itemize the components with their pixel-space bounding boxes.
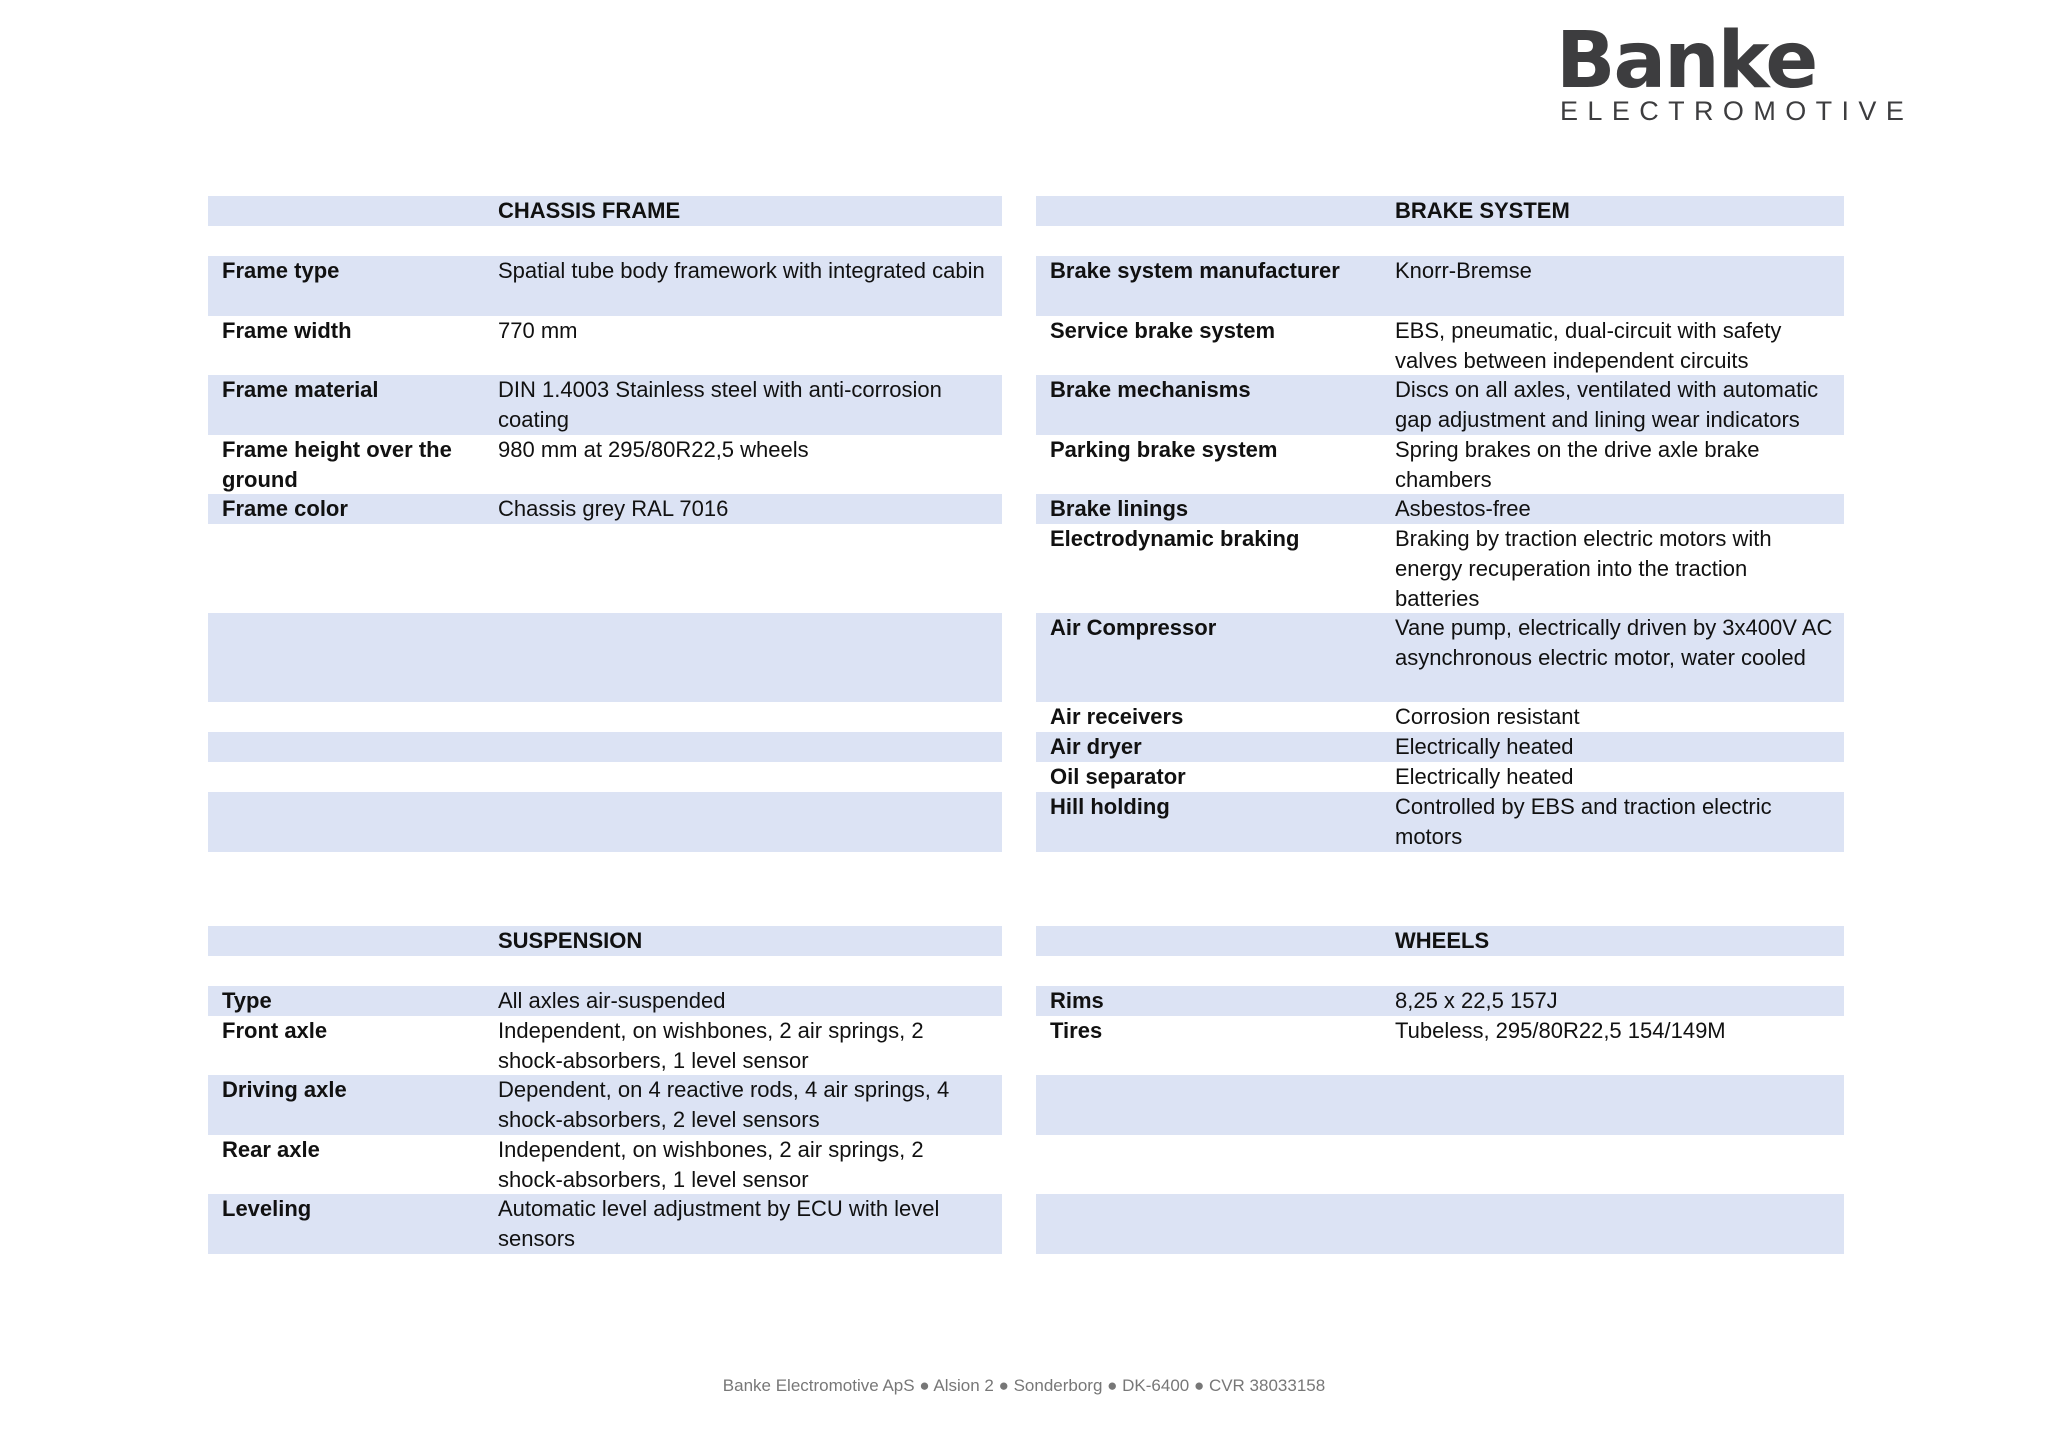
empty-row [208, 732, 1002, 762]
row-value: Tubeless, 295/80R22,5 154/149M [1395, 1018, 1726, 1043]
table-row [208, 1135, 1002, 1194]
row-value: Independent, on wishbones, 2 air springs, 2 shock-absorbers, 1 level sensor [498, 1137, 924, 1192]
row-value: EBS, pneumatic, dual-circuit with safety valves between independent circuits [1395, 318, 1782, 373]
wheels-header-row [1036, 926, 1844, 956]
empty-row [208, 613, 1002, 702]
row-label: Tires [1050, 1018, 1103, 1043]
table-row [1036, 613, 1844, 702]
table-row [208, 316, 1002, 375]
row-value: Dependent, on 4 reactive rods, 4 air springs, 4 shock-absorbers, 2 level sensors [498, 1077, 950, 1132]
empty-row [1036, 1075, 1844, 1135]
table-row [1036, 375, 1844, 435]
row-label: Parking brake system [1050, 437, 1278, 462]
row-label: Electrodynamic braking [1050, 526, 1300, 551]
row-label: Brake mechanisms [1050, 377, 1251, 402]
row-value: Controlled by EBS and traction electric motors [1395, 794, 1772, 849]
row-label: Service brake system [1050, 318, 1276, 343]
row-label: Frame height over the ground [222, 437, 452, 492]
table-row [1036, 435, 1844, 494]
table-row [208, 1194, 1002, 1254]
suspension-title: SUSPENSION [498, 928, 643, 953]
row-label: Brake linings [1050, 496, 1189, 521]
row-label: Oil separator [1050, 764, 1186, 789]
table-row [208, 1075, 1002, 1135]
empty-row [1036, 1194, 1844, 1254]
page-footer: Banke Electromotive ApS ● Alsion 2 ● Sonderborg ● DK-6400 ● CVR 38033158 [722, 1376, 1326, 1395]
row-value: All axles air-suspended [498, 988, 726, 1013]
row-label: Air dryer [1050, 734, 1142, 759]
table-row [208, 494, 1002, 524]
row-label: Frame type [222, 258, 340, 283]
table-row [1036, 316, 1844, 375]
chassis-title: CHASSIS FRAME [498, 198, 681, 223]
row-label: Frame width [222, 318, 352, 343]
suspension-header-row [208, 926, 1002, 956]
row-label: Type [222, 988, 272, 1013]
row-label: Front axle [222, 1018, 328, 1043]
table-row [1036, 524, 1844, 613]
row-value: Independent, on wishbones, 2 air springs, 2 shock-absorbers, 1 level sensor [498, 1018, 924, 1073]
table-row [1036, 732, 1844, 762]
row-value: Corrosion resistant [1395, 704, 1580, 729]
row-value: 8,25 x 22,5 157J [1395, 988, 1558, 1013]
row-value: 980 mm at 295/80R22,5 wheels [498, 437, 809, 462]
table-row [1036, 986, 1844, 1016]
row-value: Spatial tube body framework with integrated cabin [498, 258, 985, 283]
table-row [1036, 256, 1844, 316]
table-row [1036, 494, 1844, 524]
row-value: Knorr-Bremse [1395, 258, 1532, 283]
table-row [1036, 762, 1844, 792]
table-row [208, 375, 1002, 435]
table-row [208, 256, 1002, 316]
row-value: 770 mm [498, 318, 578, 343]
row-label: Leveling [222, 1196, 312, 1221]
wheels-title: WHEELS [1395, 928, 1490, 953]
row-label: Hill holding [1050, 794, 1170, 819]
chassis-header-row [208, 196, 1002, 226]
table-row [1036, 702, 1844, 732]
empty-row [208, 792, 1002, 852]
banke-logo [1556, 16, 1914, 134]
row-label: Driving axle [222, 1077, 347, 1102]
row-value: Electrically heated [1395, 734, 1574, 759]
row-label: Air receivers [1050, 704, 1184, 729]
row-label: Frame material [222, 377, 379, 402]
table-row [208, 435, 1002, 494]
row-value: Discs on all axles, ventilated with automatic gap adjustment and lining wear indicators [1395, 377, 1819, 432]
table-row [208, 986, 1002, 1016]
row-value: Automatic level adjustment by ECU with level sensors [498, 1196, 940, 1251]
table-row [1036, 1016, 1844, 1075]
row-value: Braking by traction electric motors with energy recuperation into the traction batteries [1395, 526, 1772, 611]
row-label: Rims [1050, 988, 1104, 1013]
row-value: Spring brakes on the drive axle brake chambers [1395, 437, 1760, 492]
row-label: Brake system manufacturer [1050, 258, 1340, 283]
row-label: Frame color [222, 496, 348, 521]
row-label: Rear axle [222, 1137, 320, 1162]
row-value: Vane pump, electrically driven by 3x400V AC asynchronous electric motor, water cooled [1395, 615, 1833, 670]
brake-header-row [1036, 196, 1844, 226]
row-value: Electrically heated [1395, 764, 1574, 789]
brake-title: BRAKE SYSTEM [1395, 198, 1570, 223]
row-label: Air Compressor [1050, 615, 1217, 640]
logo-subtitle: ELECTROMOTIVE [1560, 96, 1914, 126]
row-value: Asbestos-free [1395, 496, 1531, 521]
row-value: DIN 1.4003 Stainless steel with anti-corrosion coating [498, 377, 942, 432]
table-row [1036, 792, 1844, 852]
table-row [208, 1016, 1002, 1075]
row-value: Chassis grey RAL 7016 [498, 496, 729, 521]
logo-wordmark: Banke [1556, 16, 1817, 106]
